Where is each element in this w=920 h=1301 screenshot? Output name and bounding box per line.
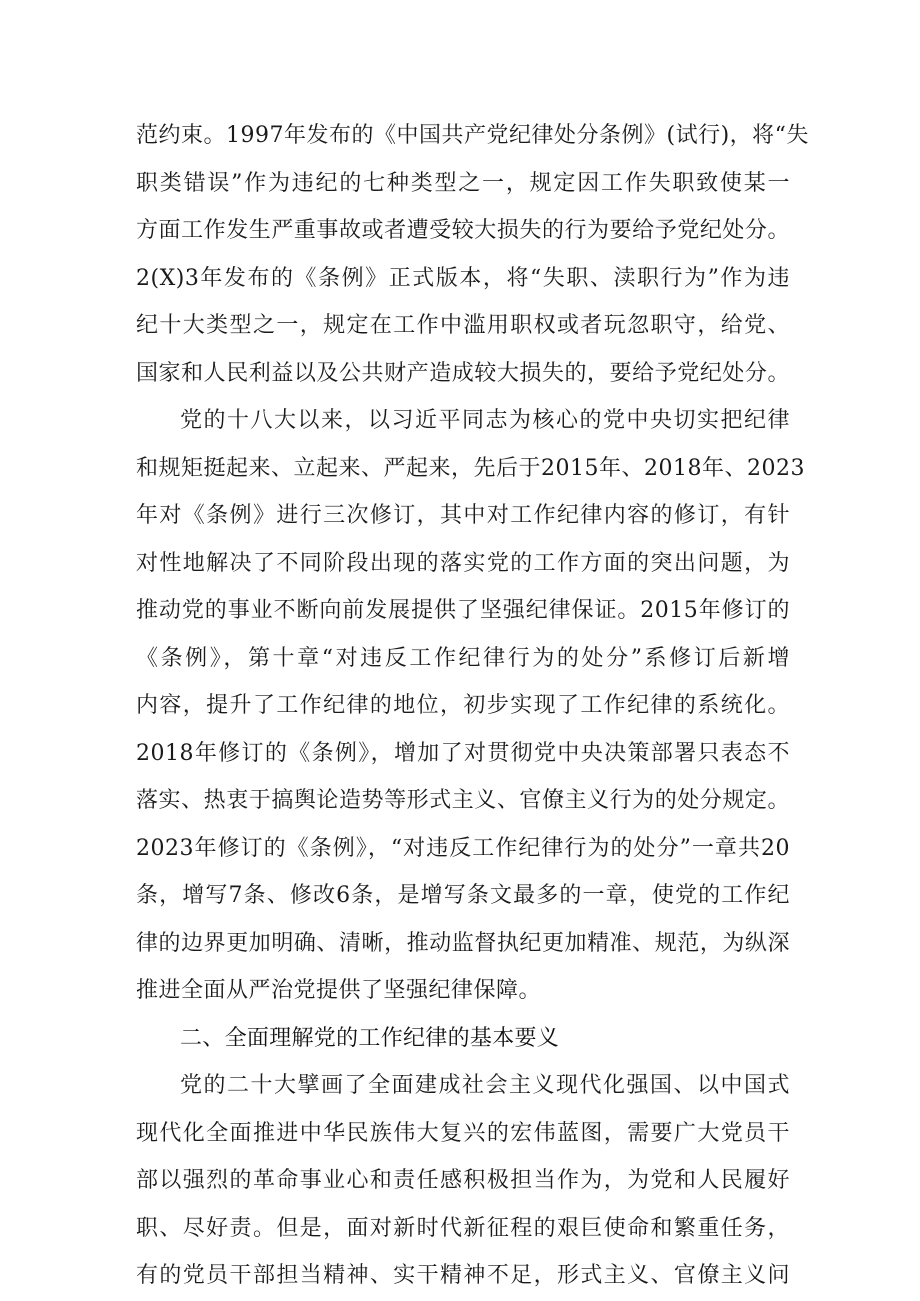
text-line: 范约束。1997年发布的《中国共产党纪律处分条例》(试行)，将“失 (136, 123, 809, 148)
paragraph-2 (136, 397, 805, 1015)
section-heading: 二、全面理解党的工作纪律的基本要义 (180, 1025, 560, 1051)
text-line: 落实、热衷于搞舆论造势等形式主义、官僚主义行为的处分规定。 (136, 788, 790, 813)
text-line: 职、尽好责。但是，面对新时代新征程的艰巨使命和繁重任务， (136, 1215, 790, 1241)
text-line: 纪十大类型之一，规定在工作中滥用职权或者玩忽职守，给党、 (136, 313, 790, 338)
text-line: 2023年修订的《条例》，“对违反工作纪律行为的处分”一章共20 (136, 835, 790, 861)
text-line: 党的二十大擘画了全面建成社会主义现代化强国、以中国式 (180, 1073, 790, 1098)
text-line: 推进全面从严治党提供了坚强纪律保障。 (136, 978, 542, 1003)
text-line: 和规矩挺起来、立起来、严起来，先后于2015年、2018年、2023 (136, 455, 805, 481)
text-line: 现代化全面推进中华民族伟大复兴的宏伟蓝图，需要广大党员干 (136, 1120, 790, 1146)
text-line: 2018年修订的《条例》，增加了对贯彻党中央决策部署只表态不 (136, 740, 790, 766)
text-line: 职类错误”作为违纪的七种类型之一，规定因工作失职致使某一 (136, 170, 790, 196)
text-line: 有的党员干部担当精神、实干精神不足，形式主义、官僚主义问 (136, 1263, 790, 1288)
text-line: 国家和人民利益以及公共财产造成较大损失的，要给予党纪处分。 (136, 360, 790, 386)
document-body (136, 112, 809, 1300)
text-line: 部以强烈的革命事业心和责任感积极担当作为，为党和人民履好 (136, 1168, 790, 1193)
text-line: 2(X)3年发布的《条例》正式版本，将“失职、渎职行为”作为违 (136, 265, 790, 291)
text-line: 方面工作发生严重事故或者遭受较大损失的行为要给予党纪处分。 (136, 218, 790, 243)
text-line: 内容，提升了工作纪律的地位，初步实现了工作纪律的系统化。 (136, 693, 790, 718)
text-line: 条，增写7条、修改6条，是增写条文最多的一章，使党的工作纪 (136, 883, 790, 908)
text-line: 律的边界更加明确、清晰，推动监督执纪更加精准、规范，为纵深 (136, 930, 790, 956)
text-line: 《条例》，第十章“对违反工作纪律行为的处分”系修订后新增 (136, 645, 790, 671)
text-line: 推动党的事业不断向前发展提供了坚强纪律保证。2015年修订的 (136, 598, 790, 623)
text-line: 党的十八大以来，以习近平同志为核心的党中央切实把纪律 (180, 408, 790, 433)
text-line: 对性地解决了不同阶段出现的落实党的工作方面的突出问题，为 (136, 550, 790, 576)
paragraph-3 (136, 1062, 790, 1300)
text-line: 年对《条例》进行三次修订，其中对工作纪律内容的修订，有针 (136, 503, 790, 528)
paragraph-1 (136, 112, 809, 397)
